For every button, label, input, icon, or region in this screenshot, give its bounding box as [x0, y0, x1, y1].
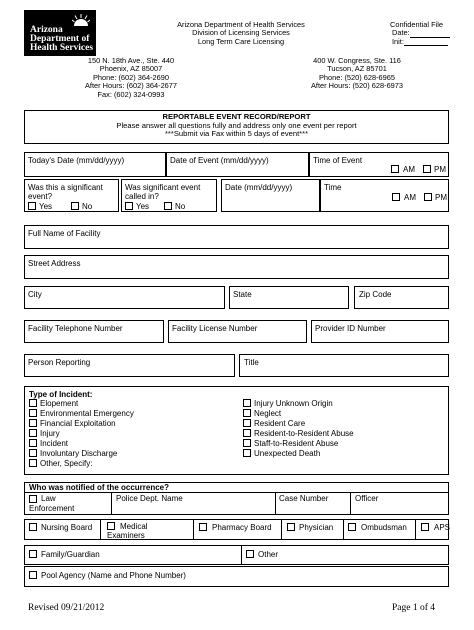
person-reporting-label: Person Reporting: [28, 358, 91, 367]
ombudsman-checkbox[interactable]: [348, 523, 356, 531]
incident-label: Environmental Emergency: [40, 409, 134, 418]
case-number-label: Case Number: [279, 494, 329, 503]
significant-label-1: Was this a significant: [28, 183, 103, 192]
pool-agency-checkbox[interactable]: [29, 571, 37, 579]
aps-label: APS: [434, 523, 451, 532]
notified-agencies-row: [24, 519, 449, 540]
zip-code-label: Zip Code: [359, 290, 392, 299]
law-enforcement-checkbox[interactable]: [29, 495, 37, 503]
date-of-event-field[interactable]: [166, 152, 309, 177]
address-line: 150 N. 18th Ave., Ste. 440: [87, 56, 175, 65]
divider: [111, 492, 112, 514]
significant-yes-checkbox[interactable]: [28, 202, 36, 210]
law-enforcement-label-2: Enforcement: [29, 504, 75, 513]
facility-license-field[interactable]: [168, 320, 307, 343]
incident-checkbox[interactable]: [243, 399, 251, 407]
significant-event-field: [24, 179, 119, 212]
incident-label: Elopement: [40, 399, 79, 408]
divider: [25, 492, 448, 493]
state-label: State: [233, 290, 252, 299]
divider: [281, 520, 282, 539]
called-yes-checkbox[interactable]: [125, 202, 133, 210]
title-field[interactable]: [239, 354, 449, 377]
incident-label: Involuntary Discharge: [40, 449, 118, 458]
agency-name: [150, 21, 332, 46]
family-guardian-label: Family/Guardian: [41, 550, 100, 559]
address-line: Phoenix, AZ 85007: [99, 64, 163, 74]
incident-type-heading: Type of Incident:: [29, 390, 93, 399]
date-line[interactable]: [410, 30, 450, 38]
incident-checkbox[interactable]: [243, 419, 251, 427]
am-checkbox[interactable]: [391, 165, 399, 173]
facility-license-label: Facility License Number: [172, 324, 258, 333]
incident-label: Other, Specify:: [40, 459, 93, 468]
todays-date-field[interactable]: [24, 152, 166, 177]
incident-label: Resident Care: [254, 419, 306, 428]
divider: [343, 520, 344, 539]
physician-label: Physician: [299, 523, 334, 532]
divider: [275, 492, 276, 514]
facility-phone-label: Facility Telephone Number: [28, 324, 123, 333]
address-line: After Hours: (520) 628-6973: [310, 81, 404, 91]
street-address-field[interactable]: [24, 255, 449, 279]
pm-checkbox[interactable]: [424, 193, 432, 201]
office-use-block: [390, 21, 460, 46]
pharmacy-board-label: Pharmacy Board: [212, 523, 272, 532]
address-line: Fax: (602) 324-0993: [97, 89, 165, 99]
am-label: AM: [404, 193, 416, 202]
incident-checkbox[interactable]: [29, 449, 37, 457]
pool-agency-label: Pool Agency (Name and Phone Number): [41, 571, 186, 580]
pm-label: PM: [434, 165, 446, 174]
pm-checkbox[interactable]: [423, 165, 431, 173]
address-line: After Hours: (602) 364-2677: [84, 81, 178, 91]
called-time-field[interactable]: [320, 179, 449, 212]
init-line[interactable]: [404, 38, 448, 46]
provider-id-label: Provider ID Number: [315, 324, 386, 333]
init-label: Init:: [392, 36, 404, 46]
address-line: Phone: (520) 628-6965: [318, 72, 396, 82]
no-label: No: [82, 202, 93, 211]
agency-line: Arizona Department of Health Services: [177, 20, 305, 29]
pharmacy-board-checkbox[interactable]: [199, 523, 207, 531]
incident-checkbox[interactable]: [29, 459, 37, 467]
incident-checkbox[interactable]: [243, 429, 251, 437]
am-checkbox[interactable]: [392, 193, 400, 201]
officer-label: Officer: [355, 494, 379, 503]
incident-label: Staff-to-Resident Abuse: [254, 439, 339, 448]
time-of-event-label: Time of Event: [313, 156, 363, 165]
report-submit-note: ***Submit via Fax within 5 days of event***: [164, 129, 309, 139]
state-field[interactable]: [229, 286, 349, 309]
agency-line: Division of Licensing Services: [192, 28, 290, 38]
time-of-event-field[interactable]: [309, 152, 449, 177]
called-in-field: [121, 179, 217, 212]
notified-heading: Who was notified of the occurrence?: [29, 483, 170, 492]
divider: [350, 492, 351, 514]
logo-line: Health Services: [30, 43, 94, 53]
yes-label: Yes: [136, 202, 150, 211]
medical-examiners-checkbox[interactable]: [107, 522, 115, 530]
medical-examiners-label-1: Medical: [120, 522, 148, 531]
city-label: City: [28, 290, 42, 299]
provider-id-field[interactable]: [311, 320, 449, 343]
confidential-label: Confidential File: [390, 20, 443, 29]
adhs-logo: [24, 10, 96, 56]
incident-label: Financial Exploitation: [40, 419, 116, 428]
no-label: No: [175, 202, 186, 211]
pool-agency-row: [24, 566, 449, 587]
agency-line: Long Term Care Licensing: [197, 36, 285, 46]
incident-checkbox[interactable]: [29, 439, 37, 447]
incident-label: Resident-to-Resident Abuse: [254, 429, 354, 438]
address-line: 400 W. Congress, Ste. 116: [313, 56, 401, 65]
logo-line: Department of: [30, 34, 90, 44]
city-field[interactable]: [24, 286, 225, 309]
report-title-box: [24, 110, 449, 144]
nursing-board-label: Nursing Board: [41, 523, 93, 532]
incident-label: Neglect: [254, 409, 282, 418]
am-label: AM: [403, 165, 415, 174]
date-of-event-label: Date of Event (mm/dd/yyyy): [170, 156, 269, 165]
incident-checkbox[interactable]: [243, 409, 251, 417]
todays-date-label: Today's Date (mm/dd/yyyy): [28, 156, 125, 165]
incident-label: Incident: [40, 439, 69, 448]
phoenix-address: [62, 57, 200, 99]
zip-code-field[interactable]: [354, 286, 449, 309]
divider: [193, 520, 194, 539]
called-label-1: Was significant event: [125, 183, 201, 192]
ombudsman-label: Ombudsman: [361, 523, 407, 532]
incident-label: Injury Unknown Origin: [254, 399, 333, 408]
date-label: Date:: [392, 28, 410, 38]
incident-label: Unexpected Death: [254, 449, 321, 458]
other-label: Other: [258, 550, 279, 559]
police-dept-label: Police Dept. Name: [116, 494, 183, 503]
incident-checkbox[interactable]: [29, 399, 37, 407]
report-instructions: Please answer all questions fully and address only one event per report: [116, 120, 357, 130]
report-title: REPORTABLE EVENT RECORD/REPORT: [162, 112, 311, 121]
called-time-label: Time: [324, 183, 342, 192]
other-checkbox[interactable]: [246, 550, 254, 558]
incident-type-section: [24, 386, 449, 475]
incident-checkbox[interactable]: [29, 409, 37, 417]
revision-date: Revised 09/21/2012: [28, 603, 105, 613]
notified-section: [24, 482, 449, 515]
logo-line: Arizona: [30, 25, 63, 35]
medical-examiners-label-2: Examiners: [107, 531, 145, 540]
called-date-label: Date (mm/dd/yyyy): [225, 183, 293, 192]
address-line: Phone: (602) 364-2690: [92, 72, 170, 82]
yes-label: Yes: [39, 202, 53, 211]
divider: [241, 546, 242, 564]
divider: [100, 520, 101, 539]
title-label: Title: [244, 358, 259, 367]
significant-label-2: event?: [28, 192, 53, 201]
called-date-field[interactable]: [221, 179, 320, 212]
facility-phone-field[interactable]: [24, 320, 164, 343]
called-label-2: called in?: [125, 192, 159, 201]
street-address-label: Street Address: [28, 259, 81, 268]
facility-name-field[interactable]: [24, 225, 449, 249]
incident-checkbox[interactable]: [243, 449, 251, 457]
aps-checkbox[interactable]: [421, 523, 429, 531]
significant-no-checkbox[interactable]: [71, 202, 79, 210]
divider: [415, 520, 416, 539]
tucson-address: [288, 57, 426, 91]
facility-name-label: Full Name of Facility: [28, 229, 101, 238]
sun-icon: [72, 14, 90, 26]
nursing-board-checkbox[interactable]: [29, 523, 37, 531]
pm-label: PM: [435, 193, 447, 202]
incident-label: Injury: [40, 429, 60, 438]
page-number: Page 1 of 4: [392, 603, 436, 613]
incident-checkbox[interactable]: [29, 419, 37, 427]
family-other-row: [24, 545, 449, 565]
incident-checkbox[interactable]: [243, 439, 251, 447]
law-enforcement-label-1: Law: [41, 494, 56, 503]
family-guardian-checkbox[interactable]: [29, 550, 37, 558]
called-no-checkbox[interactable]: [164, 202, 172, 210]
physician-checkbox[interactable]: [287, 523, 295, 531]
incident-checkbox[interactable]: [29, 429, 37, 437]
person-reporting-field[interactable]: [24, 354, 235, 377]
address-line: Tucson, AZ 85701: [327, 64, 387, 74]
